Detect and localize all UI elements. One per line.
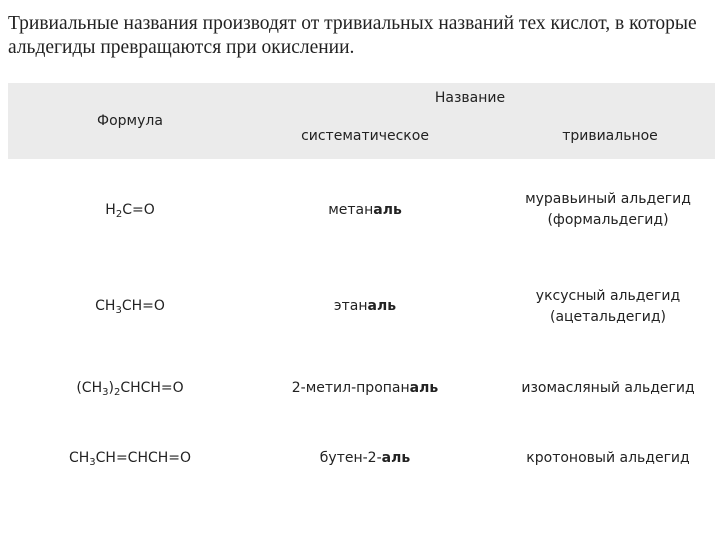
formula-cell: $(CH_3)_2CHCH=O$ — [76, 380, 184, 398]
systematic-name-cell: метаналь — [328, 202, 402, 218]
header-trivial: тривиальное — [562, 128, 658, 144]
trivial-name-cell: муравьиный альдегид (формальдегид) — [525, 191, 691, 228]
trivial-name-cell: кротоновый альдегид — [526, 450, 690, 466]
formula-cell: $H_2C=O$ — [105, 202, 155, 220]
systematic-name-cell: этаналь — [333, 298, 397, 314]
header-systematic: систематическое — [301, 128, 429, 144]
formula-cell: $CH_3CH=O$ — [95, 298, 165, 316]
trivial-name-cell: изомасляный альдегид — [521, 380, 695, 396]
header-name: Название — [434, 90, 506, 106]
formula-cell: $CH_3CH=CHCH=O$ — [68, 450, 192, 468]
systematic-name-cell: 2-метил-пропаналь — [291, 380, 439, 396]
trivial-name-cell: уксусный альдегид (ацетальдегид) — [535, 288, 681, 325]
systematic-name-cell: бутен-2-аль — [319, 450, 411, 466]
header-formula: Формула — [97, 113, 163, 129]
intro-paragraph: Тривиальные названия производят от тривиальных названий тех кислот, в которые альдегиды превращаются при окислении. — [8, 13, 697, 58]
